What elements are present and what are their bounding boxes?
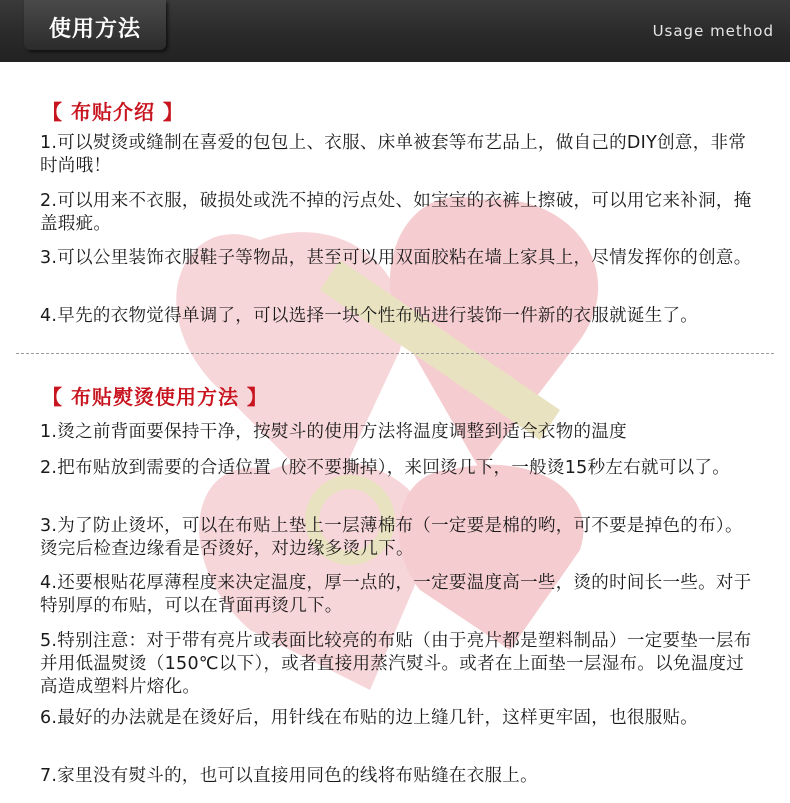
- ironing-item-5: 5.特别注意：对于带有亮片或表面比较亮的布贴（由于亮片都是塑料制品）一定要垫一层布并用低温熨烫（150℃以下），或者直接用蒸汽熨斗。或者在上面垫一层湿布。以免温度过高造成塑料片熔化。: [40, 631, 752, 697]
- intro-item-4: 4.早先的衣物觉得单调了，可以选择一块个性布贴进行装饰一件新的衣服就诞生了。: [40, 306, 699, 326]
- page-subtitle: Usage method: [652, 22, 774, 40]
- ironing-item-6: 6.最好的办法就是在烫好后，用针线在布贴的边上缝几针，这样更牢固，也很服贴。: [40, 708, 699, 728]
- ironing-item-1: 1.烫之前背面要保持干净，按熨斗的使用方法将温度调整到适合衣物的温度: [40, 422, 627, 442]
- intro-item-2: 2.可以用来不衣服，破损处或洗不掉的污点处、如宝宝的衣裤上擦破，可以用它来补洞，掩盖瑕疵。: [40, 191, 752, 234]
- section-heading-intro: 【 布贴介绍 】: [42, 100, 184, 124]
- header-bar: [0, 0, 790, 62]
- section-divider: [16, 353, 774, 354]
- header-title-tab: [24, 0, 166, 50]
- page-title: 使用方法: [48, 16, 141, 42]
- intro-item-3: 3.可以公里装饰衣服鞋子等物品，甚至可以用双面胶粘在墙上家具上，尽情发挥你的创意。: [40, 248, 752, 268]
- ironing-item-4: 4.还要根贴花厚薄程度来决定温度，厚一点的，一定要温度高一些，烫的时间长一些。对于特别厚的布贴，可以在背面再烫几下。: [40, 573, 752, 616]
- intro-item-1: 1.可以熨烫或缝制在喜爱的包包上、衣服、床单被套等布艺品上，做自己的DIY创意，非常时尚哦！: [40, 133, 747, 176]
- ironing-item-2: 2.把布贴放到需要的合适位置（胶不要撕掉），来回烫几下，一般烫15秒左右就可以了。: [40, 458, 731, 478]
- ironing-item-3: 3.为了防止烫坏，可以在布贴上垫上一层薄棉布（一定要是棉的哟，可不要是掉色的布）。烫完后检查边缘看是否烫好，对边缘多烫几下。: [40, 516, 743, 559]
- section-heading-ironing: 【 布贴熨烫使用方法 】: [42, 385, 268, 409]
- ironing-item-7: 7.家里没有熨斗的，也可以直接用同色的线将布贴缝在衣服上。: [40, 766, 538, 786]
